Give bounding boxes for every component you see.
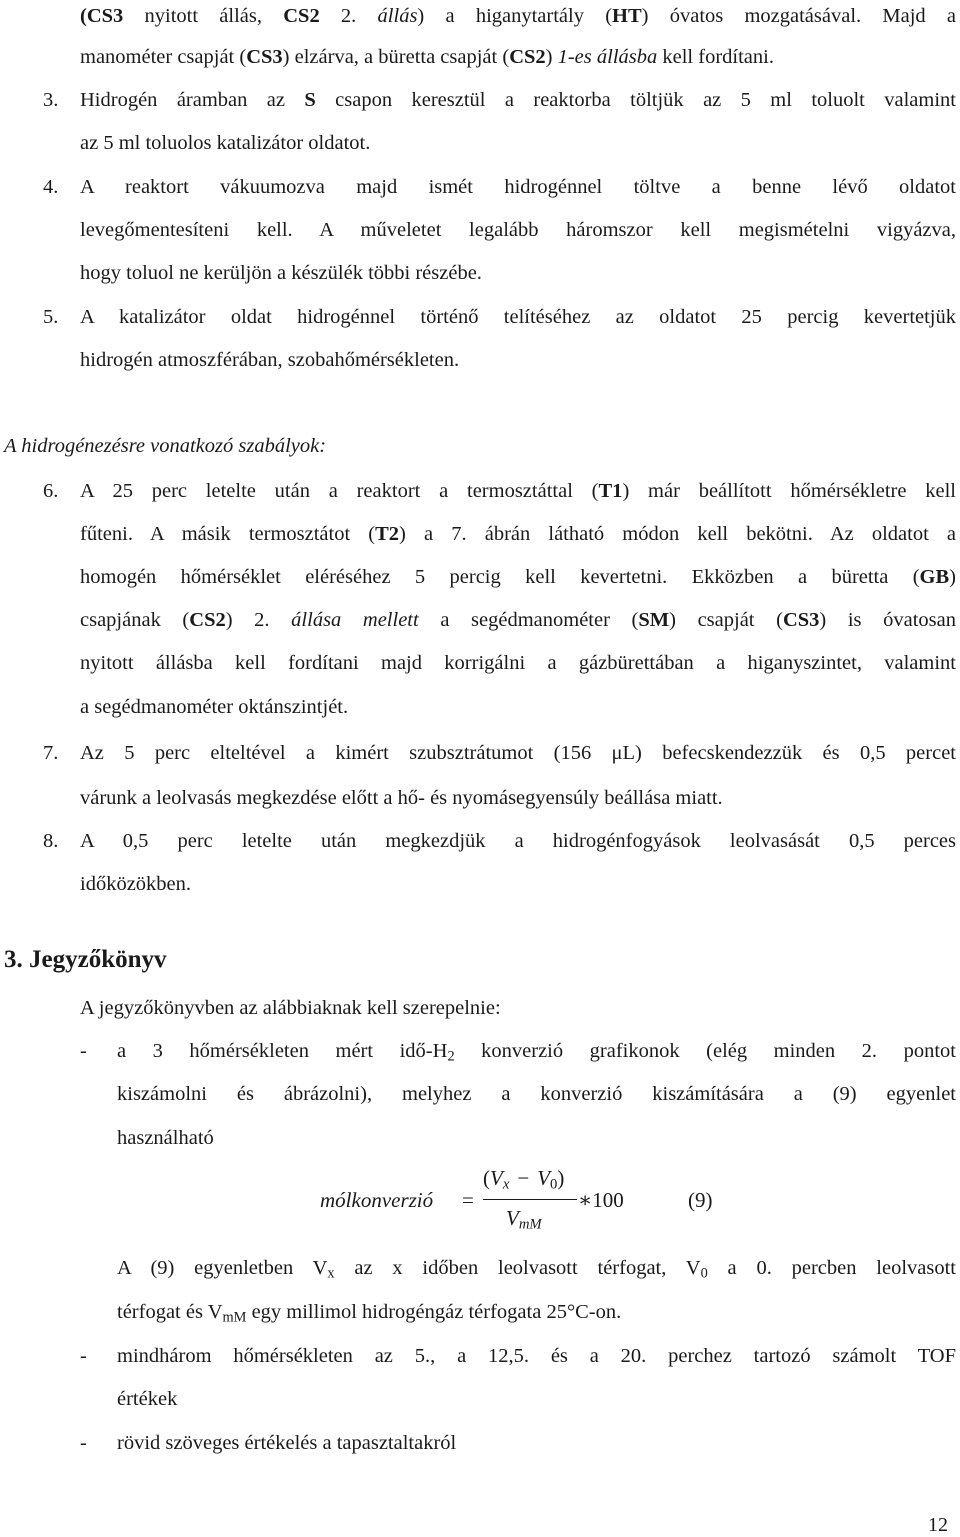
formula-numerator: $(V_x - V_0)$ <box>483 1166 565 1193</box>
paragraph-line: értékek <box>117 1388 178 1410</box>
paragraph-line: fűteni. A másik termosztátot (T2) a 7. ábrán látható módon kell bekötni. Az oldatot a <box>80 523 957 545</box>
subheading: A hidrogénezésre vonatkozó szabályok: <box>4 435 327 457</box>
paragraph-line: manométer csapját (CS3) elzárva, a büretta csapját (CS2) 1-es állásba kell fordítani. <box>80 46 774 68</box>
paragraph-line: levegőmentesíteni kell. A műveletet legalább háromszor kell megismételni vigyázva, <box>80 219 956 241</box>
paragraph-line: homogén hőmérséklet eléréséhez 5 percig kell kevertetni. Ekközben a büretta (GB) <box>80 566 956 588</box>
paragraph-line: rövid szöveges értékelés a tapasztaltakról <box>117 1432 457 1454</box>
paragraph-line: A jegyzőkönyvben az alábbiaknak kell szerepelnie: <box>80 997 501 1019</box>
bullet-dash: - <box>80 1432 87 1454</box>
list-number: 8. <box>43 830 59 852</box>
paragraph-line: várunk a leolvasás megkezdése előtt a hő- és nyomásegyensúly beállása miatt. <box>80 787 723 809</box>
list-number: 7. <box>43 742 59 764</box>
code-label: (CS3 <box>80 5 124 27</box>
fraction-bar <box>483 1199 577 1200</box>
bullet-dash: - <box>80 1040 87 1062</box>
formula-multiplier: ∗100 <box>578 1188 624 1212</box>
bullet-dash: - <box>80 1345 87 1367</box>
list-number: 4. <box>43 176 59 198</box>
page-number: 12 <box>928 1514 948 1536</box>
paragraph-line: hogy toluol ne kerüljön a készülék többi részébe. <box>80 262 482 284</box>
paragraph-line: hidrogén atmoszférában, szobahőmérsékleten. <box>80 349 460 371</box>
paragraph-line: időközökben. <box>80 873 192 895</box>
paragraph-line: térfogat és $V_{mM}$ egy millimol hidrogéngáz térfogata 25°C-on. <box>117 1301 622 1326</box>
paragraph-line: kiszámolni és ábrázolni), melyhez a konverzió kiszámítására a (9) egyenlet <box>117 1083 956 1105</box>
list-number: 5. <box>43 306 59 328</box>
paragraph-line: (CS3 nyitott állás, CS2 2. állás) a higanytartály (HT) óvatos mozgatásával. Majd a <box>80 5 956 27</box>
section-heading: 3. Jegyzőkönyv <box>4 946 167 973</box>
paragraph-line: használható <box>117 1127 214 1149</box>
paragraph-line: Hidrogén áramban az S csapon keresztül a reaktorba töltjük az 5 ml toluolt valamint <box>80 89 956 111</box>
paragraph-line: az 5 ml toluolos katalizátor oldatot. <box>80 132 371 154</box>
list-number: 3. <box>43 89 59 111</box>
paragraph-line: a segédmanométer oktánszintjét. <box>80 696 349 718</box>
paragraph-line: Az 5 perc elteltével a kimért szubsztrátumot (156 μL) befecskendezzük és 0,5 percet <box>80 742 956 764</box>
paragraph-line: A 0,5 perc letelte után megkezdjük a hidrogénfogyások leolvasását 0,5 perces <box>80 830 956 852</box>
paragraph-line: csapjának (CS2) 2. állása mellett a segédmanométer (SM) csapját (CS3) is óvatosan <box>80 609 957 631</box>
equation-label: (9) <box>688 1188 713 1212</box>
list-number: 6. <box>43 480 59 502</box>
paragraph-line: A (9) egyenletben $V_x$ az x időben leolvasott térfogat, $V_0$ a 0. percben leolvasott <box>117 1257 956 1282</box>
formula-denominator: $V_{mM}$ <box>506 1206 542 1233</box>
paragraph-line: nyitott állásba kell fordítani majd korrigálni a gázbürettában a higanyszintet, valamint <box>80 652 956 674</box>
formula-equals: = <box>462 1188 474 1212</box>
paragraph-line: A reaktort vákuumozva majd ismét hidrogénnel töltve a benne lévő oldatot <box>80 176 956 198</box>
paragraph-line: mindhárom hőmérsékleten az 5., a 12,5. és a 20. perchez tartozó számolt TOF <box>117 1345 956 1367</box>
paragraph-line: A katalizátor oldat hidrogénnel történő telítéséhez az oldatot 25 percig kevertetjük <box>80 306 956 328</box>
formula-lhs: mólkonverzió <box>320 1188 434 1212</box>
paragraph-line: A 25 perc letelte után a reaktort a termosztáttal (T1) már beállított hőmérsékletre kell <box>80 480 956 502</box>
paragraph-line: a 3 hőmérsékleten mért idő-$H_2$ konverzió grafikonok (elég minden 2. pontot <box>117 1040 956 1065</box>
